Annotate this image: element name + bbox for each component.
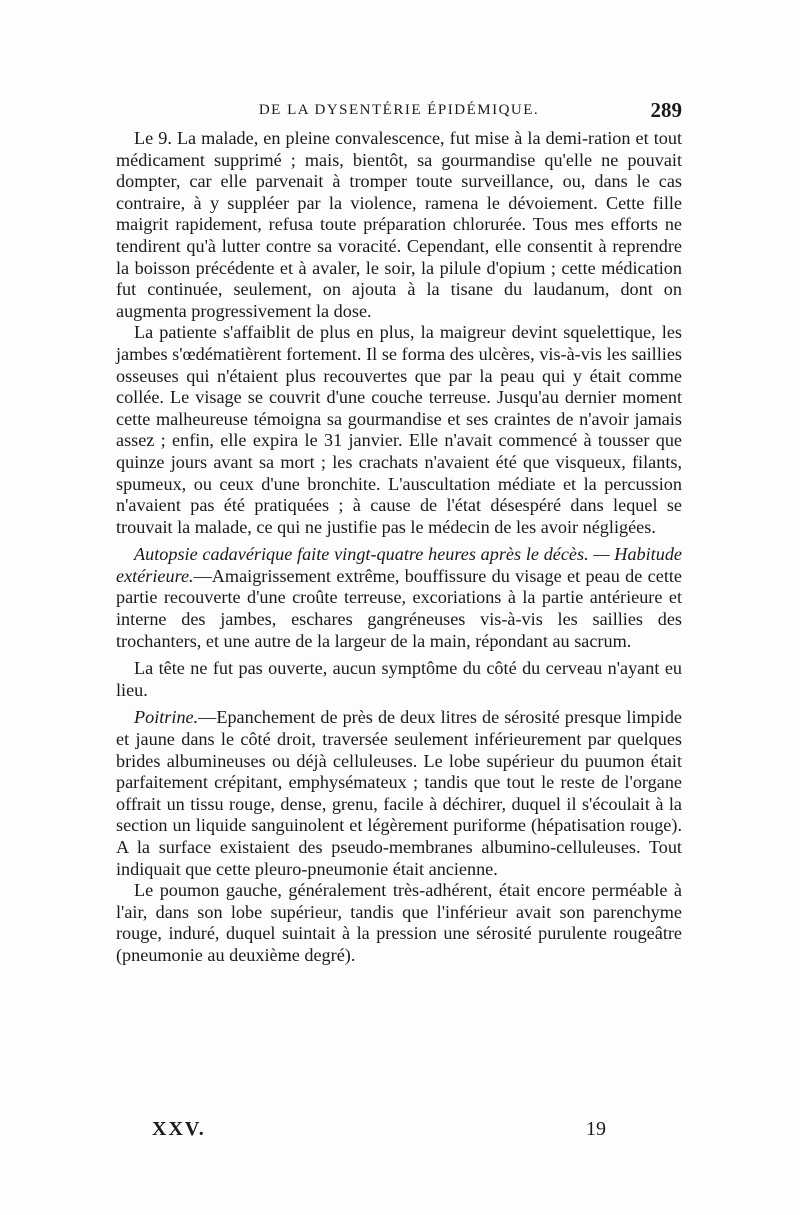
- signature-mark: XXV.: [152, 1118, 206, 1140]
- paragraph-text: —Amaigrissement extrême, bouffissure du visage et peau de cette partie recouverte d'une croûte terreuse, excoriations à la partie antérieure et interne des jambes, eschares gangréneuses vis-à-vis les saillies des trochanters, et une autre de la largeur de la main, répondant au sacrum.: [116, 565, 682, 651]
- section-heading-autopsy: Autopsie cadavérique faite vingt-quatre heures après le décès. — Habitude extérieure.: [116, 544, 682, 586]
- running-head: [116, 100, 682, 124]
- paragraph-autopsy-exterior: [116, 544, 682, 652]
- section-heading-chest: Poitrine.: [134, 707, 199, 728]
- paragraph-text: Le 9. La malade, en pleine convalescence, fut mise à la demi-ration et tout médicament supprimé ; mais, bientôt, sa gourmandise qu'elle ne pouvait dompter, car elle parvenait à tromper toute surveillance, ou, dans le cas contraire, à y suppléer par la violence, ramena le dévoiement. Cette fille maigrit rapidement, refusa toute préparation chlorurée. Tous mes efforts ne tendirent qu'à lutter contre sa voracité. Cependant, elle consentit à reprendre la boisson précédente et à avaler, le soir, la pilule d'opium ; cette médication fut continuée, seulement, on ajouta à la tisane du laudanum, dont on augmenta progressivement la dose.: [116, 128, 682, 321]
- page-footer: [152, 1118, 606, 1144]
- paragraph-text: Le poumon gauche, généralement très-adhérent, était encore perméable à l'air, dans son lobe supérieur, tandis que l'inférieur avait son parenchyme rouge, induré, duquel suintait à la pression une sérosité purulente rougeâtre (pneumonie au deuxième degré).: [116, 880, 682, 965]
- signature-number: 19: [586, 1118, 606, 1140]
- paragraph-decline: [116, 322, 682, 538]
- paragraph-chest: [116, 707, 682, 880]
- paragraph-head: [116, 658, 682, 701]
- paragraph-convalescence: [116, 128, 682, 322]
- running-title: DE LA DYSENTÉRIE ÉPIDÉMIQUE.: [258, 102, 540, 118]
- paragraph-text: La patiente s'affaiblit de plus en plus, la maigreur devint squelettique, les jambes s'œdématièrent fortement. Il se forma des ulcères, vis-à-vis les saillies osseuses qui n'étaient plus recouvertes que par la peau qui y était comme collée. Le visage se couvrit d'une couche terreuse. Jusqu'au dernier moment cette malheureuse témoigna sa gourmandise et ses craintes de n'avoir jamais assez ; enfin, elle expira le 31 janvier. Elle n'avait commencé à tousser que quinze jours avant sa mort ; les crachats n'avaient été que visqueux, filants, spumeux, ou ceux d'une bronchite. L'auscultation médiate et la percussion n'avaient pas été pratiquées ; à cause de l'état désespéré dans lequel se trouvait la malade, ce qui ne justifie pas le médecin de les avoir négligées.: [116, 322, 682, 537]
- page-number: 289: [650, 98, 682, 122]
- paragraph-left-lung: [116, 880, 682, 966]
- paragraph-text: —Epanchement de près de deux litres de sérosité presque limpide et jaune dans le côté droit, traversée seulement inférieurement par quelques brides albumineuses ou déjà celluleuses. Le lobe supérieur du puumon était parfaitement crépitant, emphysémateux ; tandis que tout le reste de l'organe offrait un tissu rouge, dense, grenu, facile à déchirer, duquel il s'écoulait à la section un liquide sanguinolent et légèrement puriforme (hépatisation rouge). A la surface existaient des pseudo-membranes albumino-celluleuses. Tout indiquait que cette pleuro-pneumonie était ancienne.: [116, 707, 682, 879]
- paragraph-text: La tête ne fut pas ouverte, aucun symptôme du côté du cerveau n'ayant eu lieu.: [116, 658, 682, 700]
- body-text: [116, 128, 682, 967]
